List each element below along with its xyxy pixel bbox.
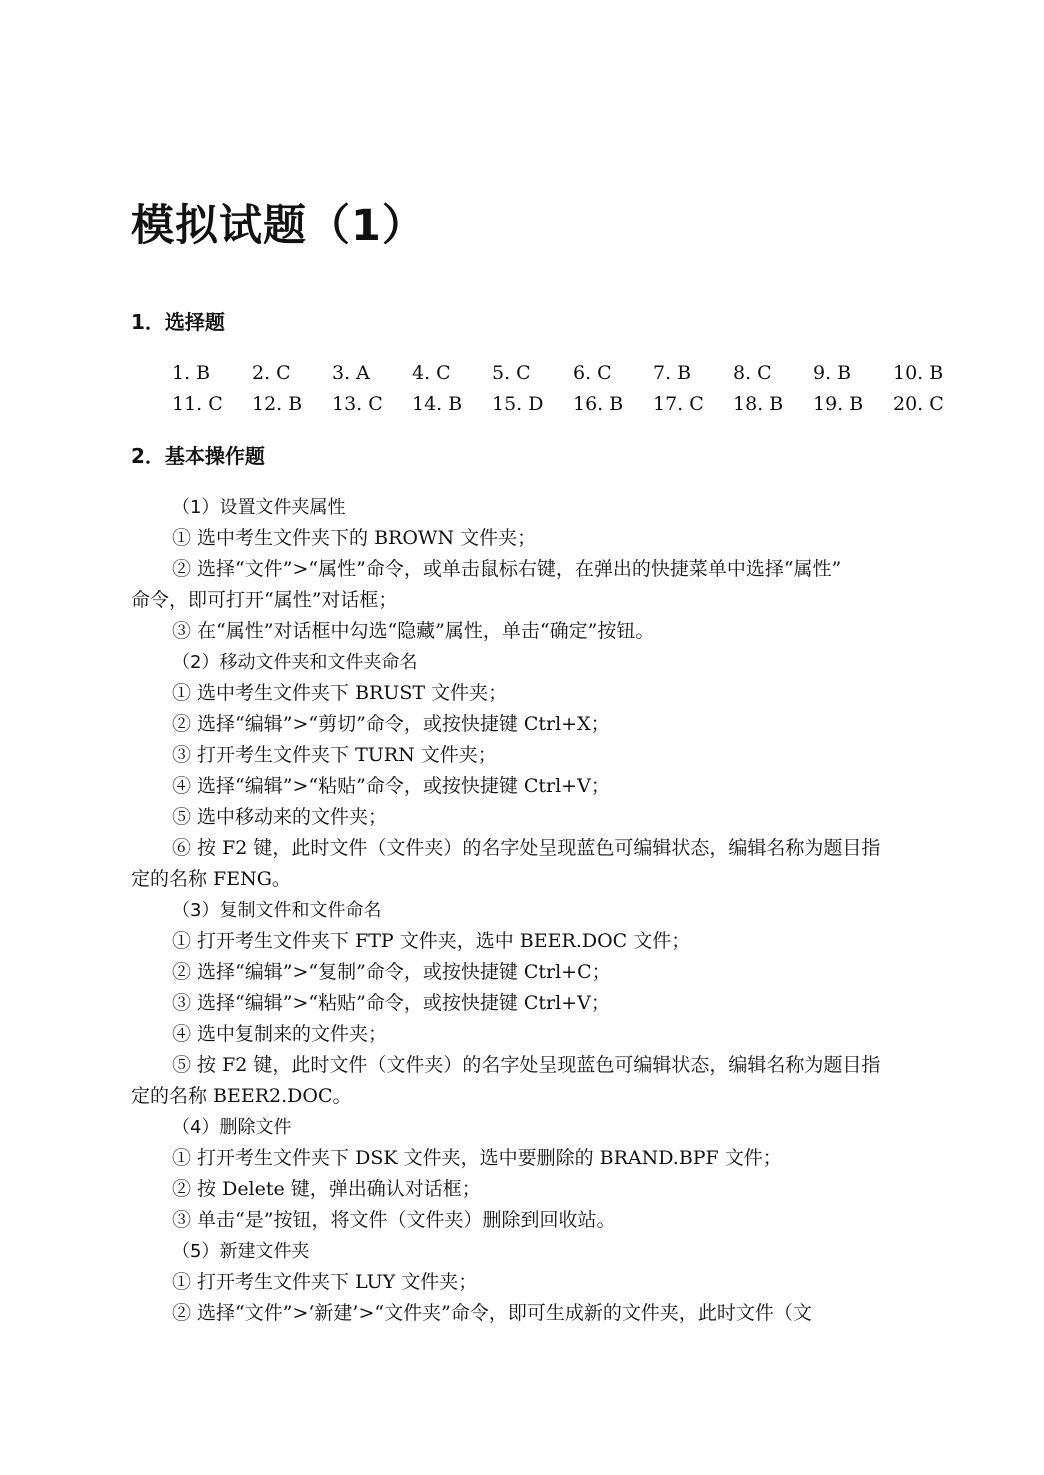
answer-item: 15. D bbox=[492, 393, 544, 415]
operations-list bbox=[131, 492, 943, 1329]
step-continuation: 命令，即可打开“属性”对话框； bbox=[131, 589, 398, 611]
answer-item: 20. C bbox=[893, 393, 944, 415]
step-line: ⑤ 按 F2 键，此时文件（文件夹）的名字处呈现蓝色可编辑状态，编辑名称为题目指 bbox=[172, 1054, 881, 1076]
step-line: ② 选择“文件”>“属性”命令，或单击鼠标右键，在弹出的快捷菜单中选择“属性” bbox=[172, 558, 842, 580]
answer-item: 18. B bbox=[733, 393, 784, 415]
step-line: ② 选择“编辑”>“剪切”命令，或按快捷键 Ctrl+X； bbox=[172, 713, 610, 735]
step-line: ④ 选中复制来的文件夹； bbox=[172, 1023, 388, 1045]
step-line: ⑤ 选中移动来的文件夹； bbox=[172, 806, 388, 828]
answer-item: 3. A bbox=[332, 362, 370, 384]
answer-item: 11. C bbox=[172, 393, 223, 415]
subsection-heading: （1）设置文件夹属性 bbox=[172, 497, 346, 518]
step-line: ① 选中考生文件夹下的 BROWN 文件夹； bbox=[172, 527, 537, 549]
answer-item: 5. C bbox=[492, 362, 531, 384]
step-line: ① 打开考生文件夹下 DSK 文件夹，选中要删除的 BRAND.BPF 文件； bbox=[172, 1147, 782, 1169]
answer-item: 6. C bbox=[573, 362, 612, 384]
answer-item: 8. C bbox=[733, 362, 772, 384]
answer-item: 10. B bbox=[893, 362, 944, 384]
step-line: ② 选择“编辑”>“复制”命令，或按快捷键 Ctrl+C； bbox=[172, 961, 611, 983]
answer-grid bbox=[172, 358, 972, 420]
step-line: ① 选中考生文件夹下 BRUST 文件夹； bbox=[172, 682, 508, 704]
step-line: ③ 打开考生文件夹下 TURN 文件夹； bbox=[172, 744, 497, 766]
step-line: ⑥ 按 F2 键，此时文件（文件夹）的名字处呈现蓝色可编辑状态，编辑名称为题目指 bbox=[172, 837, 881, 859]
section-heading-multiple-choice: 1．选择题 bbox=[131, 310, 225, 334]
step-line: ② 选择“文件”>‘新建’>“文件夹”命令，即可生成新的文件夹，此时文件（文 bbox=[172, 1302, 812, 1324]
answer-item: 12. B bbox=[252, 393, 303, 415]
step-line: ① 打开考生文件夹下 LUY 文件夹； bbox=[172, 1271, 478, 1293]
answer-item: 16. B bbox=[573, 393, 624, 415]
step-line: ③ 在“属性”对话框中勾选“隐藏”属性，单击“确定”按钮。 bbox=[172, 620, 655, 642]
subsection-heading: （2）移动文件夹和文件夹命名 bbox=[172, 652, 418, 673]
step-line: ② 按 Delete 键，弹出确认对话框； bbox=[172, 1178, 481, 1200]
subsection-heading: （4）删除文件 bbox=[172, 1117, 292, 1138]
step-continuation: 定的名称 FENG。 bbox=[131, 868, 291, 890]
subsection-heading: （5）新建文件夹 bbox=[172, 1241, 310, 1262]
step-continuation: 定的名称 BEER2.DOC。 bbox=[131, 1085, 352, 1107]
section-heading-basic-operations: 2．基本操作题 bbox=[131, 444, 265, 468]
answer-item: 14. B bbox=[412, 393, 463, 415]
answer-item: 13. C bbox=[332, 393, 383, 415]
answer-item: 9. B bbox=[813, 362, 852, 384]
answer-item: 19. B bbox=[813, 393, 864, 415]
step-line: ① 打开考生文件夹下 FTP 文件夹，选中 BEER.DOC 文件； bbox=[172, 930, 691, 952]
answer-item: 1. B bbox=[172, 362, 211, 384]
answer-item: 2. C bbox=[252, 362, 291, 384]
step-line: ③ 单击“是”按钮，将文件（文件夹）删除到回收站。 bbox=[172, 1209, 616, 1231]
answer-item: 7. B bbox=[653, 362, 692, 384]
answer-row bbox=[172, 358, 972, 389]
answer-row bbox=[172, 389, 972, 420]
page-title: 模拟试题（1） bbox=[131, 201, 426, 251]
step-line: ④ 选择“编辑”>“粘贴”命令，或按快捷键 Ctrl+V； bbox=[172, 775, 610, 797]
answer-item: 4. C bbox=[412, 362, 451, 384]
answer-item: 17. C bbox=[653, 393, 704, 415]
subsection-heading: （3）复制文件和文件命名 bbox=[172, 900, 382, 921]
step-line: ③ 选择“编辑”>“粘贴”命令，或按快捷键 Ctrl+V； bbox=[172, 992, 610, 1014]
